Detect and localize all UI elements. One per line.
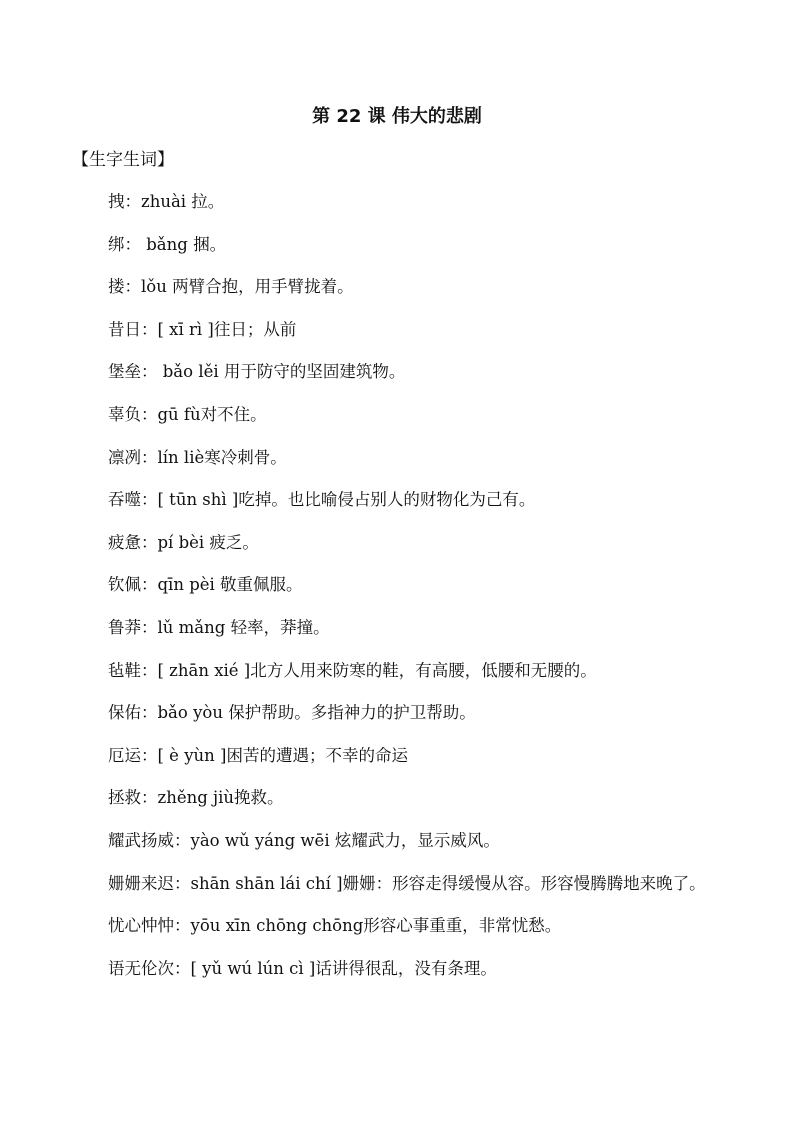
vocab-entry: 姗姗来迟：shān shān lái chí ]姗姗：形容走得缓慢从容。形容慢腾腾地来晚了。 — [108, 873, 706, 893]
section-heading: 【生字生词】 — [72, 150, 174, 170]
vocab-entry: 吞噬：[ tūn shì ]吃掉。也比喻侵占别人的财物化为己有。 — [108, 490, 536, 510]
vocab-entry: 忧心忡忡：yōu xīn chōng chōng形容心事重重，非常忧愁。 — [108, 916, 562, 936]
vocab-entry: 搂：lǒu 两臂合抱，用手臂拢着。 — [108, 277, 354, 297]
vocab-entry: 绑： bǎng 捆。 — [108, 234, 227, 254]
vocab-entry: 拯救：zhěng jiù挽救。 — [108, 788, 284, 808]
vocab-entry: 保佑：bǎo yòu 保护帮助。多指神力的护卫帮助。 — [108, 703, 476, 723]
vocab-entry: 疲惫：pí bèi 疲乏。 — [108, 532, 259, 552]
vocab-entry: 堡垒： bǎo lěi 用于防守的坚固建筑物。 — [108, 362, 406, 382]
vocab-entry: 凛冽：lín liè寒冷刺骨。 — [108, 447, 287, 467]
vocab-entry: 耀武扬威：yào wǔ yáng wēi 炫耀武力，显示威风。 — [108, 830, 500, 850]
vocabulary-list — [72, 189, 732, 998]
vocab-entry: 厄运：[ è yùn ]困苦的遭遇；不幸的命运 — [108, 745, 408, 765]
vocab-entry: 钦佩：qīn pèi 敬重佩服。 — [108, 575, 303, 595]
vocab-entry: 辜负：gū fù对不住。 — [108, 404, 267, 424]
page-title: 第 22 课 伟大的悲剧 — [312, 106, 482, 127]
vocab-entry: 语无伦次：[ yǔ wú lún cì ]话讲得很乱，没有条理。 — [108, 958, 497, 978]
vocab-entry: 鲁莽：lǔ mǎng 轻率，莽撞。 — [108, 617, 330, 637]
vocab-entry: 昔日：[ xī rì ]往日；从前 — [108, 319, 297, 339]
vocab-entry: 拽：zhuài 拉。 — [108, 192, 225, 211]
vocab-entry: 毡鞋：[ zhān xié ]北方人用来防寒的鞋，有高腰，低腰和无腰的。 — [108, 660, 597, 680]
